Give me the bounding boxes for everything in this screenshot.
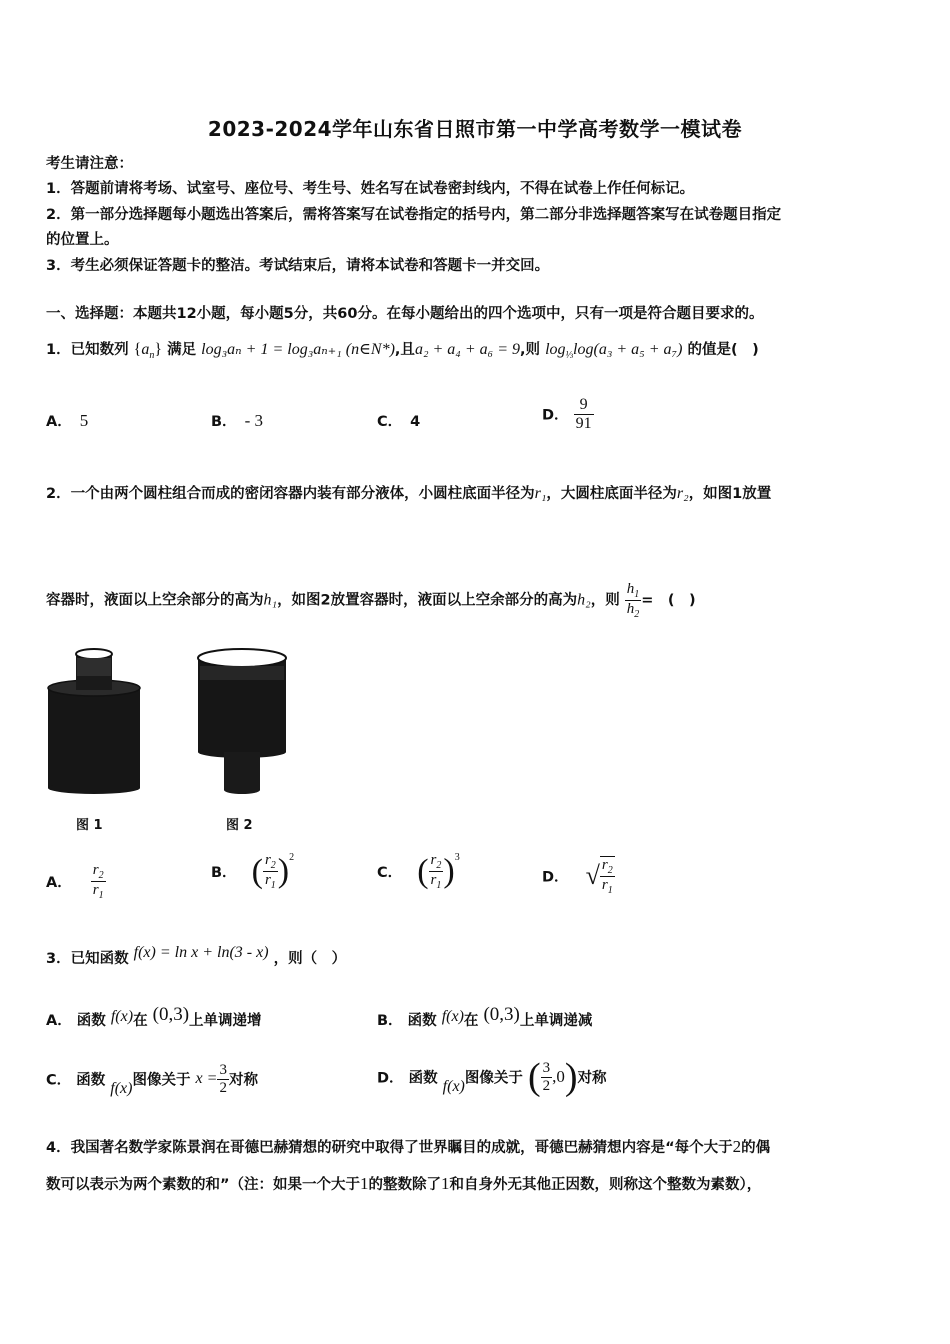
r1-symbol: r₁	[534, 485, 547, 502]
q3-option-d[interactable]: D． 函数 f(x)图像关于 ( $\frac{3}{2}$ ,0)对称	[377, 1056, 607, 1098]
q1-option-a[interactable]: A． 5	[46, 411, 89, 430]
q1-condition-2: a₂ + a₄ + a₆ = 9	[414, 341, 521, 358]
notice-heading: 考生请注意：	[46, 156, 133, 172]
q1-text-5: 的值是( )	[687, 342, 759, 358]
r2-symbol: r₂	[676, 485, 689, 502]
figure-2-container-icon	[192, 646, 292, 796]
figure-1-container-icon	[44, 646, 144, 796]
question-1	[46, 338, 759, 361]
q2-option-c[interactable]: C． ( $\frac{r_2}{r_1}$ )$^3$	[377, 852, 460, 891]
q1-text-4: ,则	[520, 342, 541, 358]
q1-option-d[interactable]: D． $\frac{9}{91}$	[542, 396, 592, 432]
page-title: 2023-2024学年山东省日照市第一中学高考数学一模试卷	[207, 117, 743, 141]
q1-text-2: 满足	[167, 342, 197, 358]
q1-expression: $\log_{\frac{1}{3}}\log(a_3 + a_5 + a_7)$	[545, 341, 683, 362]
figure-2-caption: 图 2	[226, 818, 253, 833]
h1-symbol: h₁	[263, 591, 278, 609]
q2-option-d[interactable]: D． √ $\frac{r_2}{r_1}$	[542, 857, 613, 896]
q2-option-b[interactable]: B． ( $\frac{r_2}{r_1}$ )$^2$	[211, 852, 295, 891]
h2-symbol: h₂	[577, 591, 591, 609]
section-heading: 一、选择题：本题共12小题，每小题5分，共60分。在每小题给出的四个选项中，只有一项是符合题目要求的。	[46, 306, 764, 322]
q3-option-a[interactable]: A． 函数 f(x)在 (0,3)上单调递增	[46, 1004, 262, 1029]
q1-text-3: ,且	[394, 342, 415, 358]
notice-item-3: 3．考生必须保证答题卡的整洁。考试结束后，请将本试卷和答题卡一并交回。	[46, 258, 550, 274]
q1-sequence: $\{a_n\}$	[133, 341, 163, 362]
q3-option-b[interactable]: B． 函数 f(x)在 (0,3)上单调递减	[377, 1004, 593, 1029]
question-3: 3．已知函数 f(x) = ln x + ln(3 - x) ，则（ ）	[46, 944, 347, 967]
question-2-line-2: 容器时，液面以上空余部分的高为h₁，如图2放置容器时，液面以上空余部分的高为h₂，则 $\frac{h_1}{h_2}$ = ( )	[46, 581, 696, 620]
notice-item-2a: 2．第一部分选择题每小题选出答案后，需将答案写在试卷指定的括号内，第二部分非选择题答案写在试卷题目指定	[46, 207, 782, 223]
sqrt-icon: √	[585, 861, 600, 890]
q3-option-c[interactable]: C． 函数 f(x)图像关于 x = $\frac{3}{2}$ 对称	[46, 1062, 258, 1097]
h-ratio-fraction: $\frac{h_1}{h_2}$	[626, 581, 640, 620]
question-4-line-2: 数可以表示为两个素数的和”（注：如果一个大于1的整数除了1和自身外无其他正因数，则称这个整数为素数），	[46, 1174, 762, 1193]
q3-function: f(x) = ln x + ln(3 - x)	[133, 944, 269, 961]
notice-item-1: 1．答题前请将考场、试室号、座位号、考生号、姓名写在试卷密封线内，不得在试卷上作任何标记。	[46, 181, 695, 197]
q1-option-c[interactable]: C． 4	[377, 414, 421, 430]
q1-option-b[interactable]: B． - 3	[211, 411, 263, 430]
q1-option-d-fraction: $\frac{9}{91}$	[575, 396, 592, 432]
q2-option-a[interactable]: A． $\frac{r_2}{r_1}$	[46, 862, 104, 901]
question-4-line-1: 4．我国著名数学家陈景润在哥德巴赫猜想的研究中取得了世界瞩目的成就，哥德巴赫猜想内容是“每个大于2的偶	[46, 1137, 771, 1156]
q1-text-1: 1．已知数列	[46, 342, 129, 358]
figure-1-caption: 图 1	[76, 818, 103, 833]
q1-condition: log₃aₙ + 1 = log₃aₙ₊₁ (n∈N*)	[201, 341, 395, 358]
notice-item-2b: 的位置上。	[46, 232, 119, 248]
question-2-line-1: 2．一个由两个圆柱组合而成的密闭容器内装有部分液体，小圆柱底面半径为r₁，大圆柱底面半径为r₂，如图1放置	[46, 485, 772, 502]
